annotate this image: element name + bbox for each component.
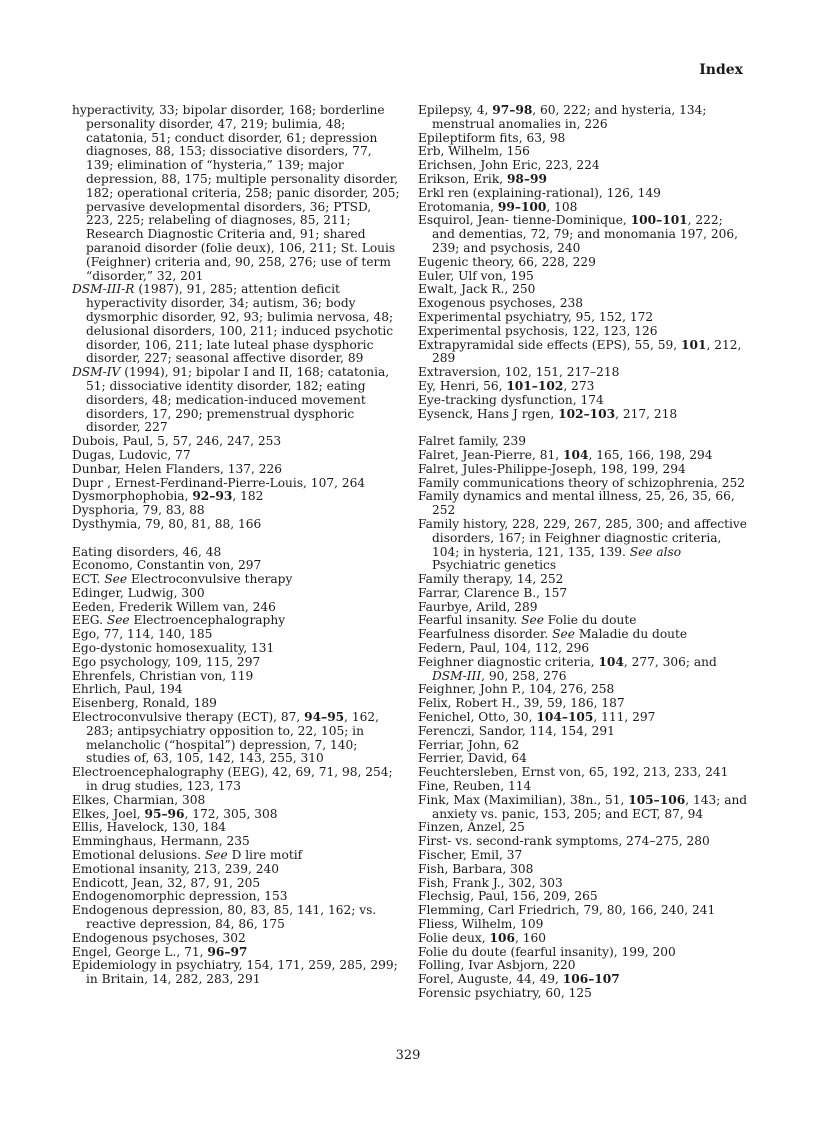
index-entry bbox=[72, 890, 400, 904]
entry-text: D lire motif bbox=[227, 848, 303, 863]
entry-italic-text: See bbox=[106, 613, 130, 628]
entry-text: Epilepsy, 4, bbox=[418, 103, 493, 117]
entry-text: Forensic psychiatry, 60, 125 bbox=[418, 986, 592, 1000]
entry-text: Erotomania, bbox=[418, 199, 498, 214]
entry-italic-text: See bbox=[521, 613, 544, 628]
index-entry bbox=[418, 394, 748, 408]
entry-text: Farrar, Clarence B., 157 bbox=[418, 585, 568, 600]
entry-main-pages: 104–105 bbox=[536, 710, 594, 725]
index-entry bbox=[418, 946, 748, 960]
index-entry bbox=[72, 546, 400, 560]
entry-text: Experimental psychiatry, 95, 152, 172 bbox=[418, 309, 654, 324]
index-entry bbox=[72, 959, 400, 987]
index-column-right bbox=[418, 104, 748, 1001]
index-entry bbox=[72, 656, 400, 670]
index-entry bbox=[418, 656, 748, 684]
index-entry bbox=[72, 808, 400, 822]
index-entry bbox=[418, 283, 748, 297]
entry-text: Erikson, Erik, bbox=[418, 171, 507, 186]
entry-text: , 160 bbox=[514, 930, 546, 945]
entry-text: Fenichel, Otto, 30, bbox=[418, 710, 537, 725]
entry-text: , 217, 218 bbox=[615, 406, 678, 421]
entry-italic-text: See also bbox=[629, 544, 682, 559]
entry-text: , 182 bbox=[232, 489, 264, 504]
index-entry bbox=[418, 711, 748, 725]
entry-text: , 222; and dementias, 72, 79; and monomania 197, 206, 239; and psychosis, 240 bbox=[432, 213, 738, 255]
entry-italic-text: DSM-III-R bbox=[72, 282, 135, 297]
entry-text: , 212, 289 bbox=[432, 337, 742, 366]
entry-text: , 60, 222; and hysteria, 134; menstrual anomalies in, 226 bbox=[432, 103, 707, 131]
index-entry bbox=[418, 725, 748, 739]
index-entry bbox=[418, 642, 748, 656]
index-entry bbox=[72, 504, 400, 518]
index-entry bbox=[418, 214, 748, 255]
index-entry bbox=[72, 366, 400, 435]
entry-main-pages: 104 bbox=[598, 654, 624, 669]
entry-text: Emotional insanity, 213, 239, 240 bbox=[72, 861, 280, 876]
entry-text: Family dynamics and mental illness, 25, 26, 35, 66, 252 bbox=[418, 489, 735, 518]
entry-text: , 165, 166, 198, 294 bbox=[588, 447, 713, 462]
index-entry bbox=[72, 794, 400, 808]
index-entry bbox=[418, 932, 748, 946]
entry-main-pages: 101–102 bbox=[506, 378, 564, 393]
index-entry bbox=[418, 587, 748, 601]
entry-text: Ellis, Havelock, 130, 184 bbox=[72, 820, 227, 835]
entry-text: Dubois, Paul, 5, 57, 246, 247, 253 bbox=[72, 434, 282, 449]
entry-text: Ego, 77, 114, 140, 185 bbox=[72, 627, 213, 642]
entry-main-pages: 98–99 bbox=[506, 171, 547, 186]
entry-text: Fearfulness disorder. bbox=[418, 627, 553, 642]
index-entry bbox=[418, 173, 748, 187]
entry-text: Engel, George L., 71, bbox=[72, 944, 208, 959]
entry-italic-text: See bbox=[104, 572, 128, 587]
entry-text: Dysthymia, 79, 80, 81, 88, 166 bbox=[72, 516, 262, 531]
entry-text: Dunbar, Helen Flanders, 137, 226 bbox=[72, 461, 283, 476]
entry-text: , 277, 306; and bbox=[623, 654, 717, 669]
entry-italic-text: DSM-IV bbox=[72, 365, 121, 380]
entry-text: Finzen, Anzel, 25 bbox=[418, 820, 525, 835]
index-entry bbox=[418, 449, 748, 463]
index-entry bbox=[418, 601, 748, 615]
entry-text: , 111, 297 bbox=[593, 710, 656, 725]
entry-italic-text: DSM-III bbox=[432, 668, 482, 683]
entry-text: Federn, Paul, 104, 112, 296 bbox=[418, 641, 590, 656]
index-entry bbox=[72, 614, 400, 628]
entry-text: Falret, Jules-Philippe-Joseph, 198, 199, 294 bbox=[418, 461, 686, 476]
entry-text: Experimental psychosis, 122, 123, 126 bbox=[418, 323, 658, 338]
entry-text: Esquirol, Jean- tienne-Dominique, bbox=[418, 213, 631, 228]
entry-text: Electroencephalography bbox=[129, 613, 286, 628]
entry-text: Folie deux, bbox=[418, 930, 490, 945]
entry-text: Family therapy, 14, 252 bbox=[418, 572, 564, 587]
index-entry bbox=[72, 601, 400, 615]
index-entry bbox=[418, 987, 748, 1001]
entry-text: Extrapyramidal side effects (EPS), 55, 59, bbox=[418, 337, 682, 352]
index-entry bbox=[418, 780, 748, 794]
entry-text: Maladie du doute bbox=[574, 627, 688, 642]
index-entry bbox=[418, 766, 748, 780]
index-entry bbox=[418, 739, 748, 753]
entry-text: Fearful insanity. bbox=[418, 613, 522, 628]
entry-text: Family history, 228, 229, 267, 285, 300; and affective disorders, 167; in Feighner diagnostic criteria, 104; in hysteria, 121, 135, 139. bbox=[418, 516, 748, 559]
index-entry bbox=[418, 463, 748, 477]
entry-main-pages: 95–96 bbox=[144, 806, 185, 821]
index-entry bbox=[72, 642, 400, 656]
index-entry bbox=[418, 863, 748, 877]
entry-text: , 172, 305, 308 bbox=[184, 806, 278, 821]
index-entry bbox=[418, 477, 748, 491]
index-entry bbox=[72, 628, 400, 642]
entry-text: Erichsen, John Eric, 223, 224 bbox=[418, 158, 600, 173]
entry-text: Elkes, Charmian, 308 bbox=[72, 792, 206, 807]
index-entry bbox=[72, 477, 400, 491]
entry-text: Economo, Constantin von, 297 bbox=[72, 558, 262, 573]
entry-text: (1987), 91, 285; attention deficit hyperactivity disorder, 34; autism, 36; body dysmorphic disorder, 92, 93; bulimia nervosa, 48; delusional disorders, 100, 211; induced psychotic disorder, 106, 211; late luteal phase dysphoric disorder, 227; seasonal affective disorder, 89 bbox=[86, 282, 394, 366]
index-entry bbox=[72, 463, 400, 477]
entry-text: Endogenomorphic depression, 153 bbox=[72, 889, 288, 904]
entry-text: Edinger, Ludwig, 300 bbox=[72, 585, 205, 600]
index-entry bbox=[418, 339, 748, 367]
entry-main-pages: 106–107 bbox=[562, 972, 620, 987]
entry-text: Eugenic theory, 66, 228, 229 bbox=[418, 254, 596, 269]
entry-text: Dugas, Ludovic, 77 bbox=[72, 447, 191, 462]
index-entry bbox=[418, 573, 748, 587]
index-entry bbox=[418, 311, 748, 325]
index-entry bbox=[418, 821, 748, 835]
entry-text: , 90, 258, 276 bbox=[481, 668, 567, 683]
index-entry bbox=[418, 201, 748, 215]
index-entry bbox=[418, 159, 748, 173]
entry-text: Fine, Reuben, 114 bbox=[418, 779, 532, 794]
index-entry bbox=[418, 366, 748, 380]
index-entry bbox=[72, 766, 400, 794]
index-entry bbox=[72, 587, 400, 601]
entry-text: Feighner diagnostic criteria, bbox=[418, 654, 599, 669]
index-entry bbox=[418, 490, 748, 518]
entry-text: Exogenous psychoses, 238 bbox=[418, 296, 583, 311]
entry-text: , 273 bbox=[563, 378, 595, 393]
index-entry bbox=[72, 849, 400, 863]
entry-main-pages: 105–106 bbox=[628, 792, 686, 807]
entry-text: Endogenous depression, 80, 83, 85, 141, 162; vs. reactive depression, 84, 86, 175 bbox=[72, 903, 377, 932]
entry-text: Endicott, Jean, 32, 87, 91, 205 bbox=[72, 875, 261, 890]
entry-text: Erkl ren (explaining-rational), 126, 149 bbox=[418, 185, 661, 200]
entry-text: Family communications theory of schizophrenia, 252 bbox=[418, 475, 745, 490]
entry-main-pages: 102–103 bbox=[558, 406, 616, 421]
index-entry bbox=[418, 918, 748, 932]
index-entry bbox=[418, 408, 748, 422]
index-entry bbox=[72, 821, 400, 835]
index-entry bbox=[418, 325, 748, 339]
entry-text: Electroencephalography (EEG), 42, 69, 71, 98, 254; in drug studies, 123, 173 bbox=[72, 765, 393, 794]
entry-text: Fink, Max (Maximilian), 38n., 51, bbox=[418, 792, 629, 807]
entry-text: Eysenck, Hans J rgen, bbox=[418, 406, 559, 421]
index-entry bbox=[418, 697, 748, 711]
index-entry bbox=[418, 270, 748, 284]
index-entry bbox=[72, 683, 400, 697]
entry-text: Electroconvulsive therapy (ECT), 87, bbox=[72, 710, 305, 725]
entry-text: Ey, Henri, 56, bbox=[418, 378, 507, 393]
entry-text: , 108 bbox=[546, 199, 578, 214]
entry-text: Ferriar, John, 62 bbox=[418, 737, 520, 752]
entry-text: Fish, Frank J., 302, 303 bbox=[418, 875, 563, 890]
entry-text: (1994), 91; bipolar I and II, 168; catatonia, 51; dissociative identity disorder, 182; eating disorders, 48; medication-induced movement disorders, 17, 290; premenstrual dysphoric disorder, 227 bbox=[86, 365, 390, 435]
entry-text: Forel, Auguste, 44, 49, bbox=[418, 972, 563, 987]
entry-text: Erb, Wilhelm, 156 bbox=[418, 144, 530, 159]
index-entry bbox=[72, 490, 400, 504]
index-entry bbox=[72, 946, 400, 960]
page-number: 329 bbox=[395, 1048, 421, 1063]
entry-main-pages: 101 bbox=[681, 337, 707, 352]
index-entry bbox=[72, 573, 400, 587]
entry-text: Folie du doute (fearful insanity), 199, 200 bbox=[418, 944, 676, 959]
entry-main-pages: 94–95 bbox=[304, 710, 345, 725]
entry-text: Folling, Ivar Asbjorn, 220 bbox=[418, 958, 576, 973]
entry-text: Epileptiform fits, 63, 98 bbox=[418, 130, 566, 145]
entry-text: Emminghaus, Hermann, 235 bbox=[72, 834, 250, 849]
index-entry bbox=[418, 297, 748, 311]
entry-text: Falret, Jean-Pierre, 81, bbox=[418, 447, 563, 462]
index-entry bbox=[72, 835, 400, 849]
entry-text: Eye-tracking dysfunction, 174 bbox=[418, 392, 604, 407]
entry-text: Psychiatric genetics bbox=[432, 558, 557, 573]
entry-text: Extraversion, 102, 151, 217–218 bbox=[418, 365, 620, 380]
index-entry bbox=[418, 518, 748, 573]
index-entry bbox=[72, 518, 400, 532]
entry-text: Eeden, Frederik Willem van, 246 bbox=[72, 599, 276, 614]
index-entry bbox=[72, 670, 400, 684]
entry-main-pages: 97–98 bbox=[492, 103, 533, 117]
entry-text: Electroconvulsive therapy bbox=[127, 572, 293, 587]
index-entry bbox=[72, 877, 400, 891]
entry-text: Eating disorders, 46, 48 bbox=[72, 544, 222, 559]
index-entry bbox=[72, 697, 400, 711]
entry-text: Ego-dystonic homosexuality, 131 bbox=[72, 641, 275, 656]
index-entry bbox=[418, 794, 748, 822]
entry-main-pages: 99–100 bbox=[497, 199, 547, 214]
entry-text: Ferenczi, Sandor, 114, 154, 291 bbox=[418, 723, 615, 738]
entry-italic-text: See bbox=[204, 848, 228, 863]
index-entry bbox=[418, 628, 748, 642]
entry-text: Flemming, Carl Friedrich, 79, 80, 166, 240, 241 bbox=[418, 903, 716, 918]
entry-text: Felix, Robert H., 39, 59, 186, 187 bbox=[418, 696, 625, 711]
index-entry bbox=[418, 104, 748, 132]
entry-text: Ehrenfels, Christian von, 119 bbox=[72, 668, 254, 683]
index-entry bbox=[72, 932, 400, 946]
index-entry bbox=[418, 380, 748, 394]
index-entry bbox=[418, 890, 748, 904]
index-entry bbox=[418, 614, 748, 628]
entry-text: , 143; and anxiety vs. panic, 153, 205; and ECT, 87, 94 bbox=[432, 792, 748, 821]
index-entry bbox=[72, 863, 400, 877]
index-entry bbox=[418, 187, 748, 201]
entry-text: ECT. bbox=[72, 572, 105, 587]
index-entry bbox=[72, 559, 400, 573]
entry-text: Dysphoria, 79, 83, 88 bbox=[72, 503, 205, 518]
index-entry bbox=[72, 283, 400, 366]
entry-text: hyperactivity, 33; bipolar disorder, 168; borderline personality disorder, 47, 219; bulimia, 48; catatonia, 51; conduct disorder, 61; depression diagnoses, 88, 153; dissociative disorders, 77, 139; elimination of “hysteria,” 139; major depression, 88, 175; multiple personality disorder, 182; operational criteria, 258; panic disorder, 205; pervasive developmental disorders, 36; PTSD, 223, 225; relabeling of diagnoses, 85, 211; Research Diagnostic Criteria and, 91; shared paranoid disorder (folie deux), 106, 211; St. Louis (Feighner) criteria and, 90, 258, 276; use of term “disorder,” 32, 201 bbox=[72, 103, 400, 283]
index-entry bbox=[418, 683, 748, 697]
entry-text: Ehrlich, Paul, 194 bbox=[72, 682, 183, 697]
index-entry bbox=[418, 752, 748, 766]
index-entry bbox=[418, 435, 748, 449]
entry-text: Epidemiology in psychiatry, 154, 171, 259, 285, 299; in Britain, 14, 282, 283, 291 bbox=[72, 958, 398, 987]
index-entry bbox=[418, 849, 748, 863]
entry-text: Fliess, Wilhelm, 109 bbox=[418, 917, 544, 932]
entry-text: Emotional delusions. bbox=[72, 848, 205, 863]
entry-text: Feuchtersleben, Ernst von, 65, 192, 213, 233, 241 bbox=[418, 765, 729, 780]
entry-text: Ego psychology, 109, 115, 297 bbox=[72, 654, 261, 669]
index-entry bbox=[418, 132, 748, 146]
letter-group-gap bbox=[418, 421, 748, 435]
running-header: Index bbox=[699, 62, 743, 78]
entry-text: EEG. bbox=[72, 613, 107, 628]
entry-text: Endogenous psychoses, 302 bbox=[72, 930, 246, 945]
entry-main-pages: 106 bbox=[489, 930, 515, 945]
entry-text: First- vs. second-rank symptoms, 274–275, 280 bbox=[418, 834, 710, 849]
index-entry bbox=[72, 904, 400, 932]
index-entry bbox=[418, 959, 748, 973]
entry-text: Dupr , Ernest-Ferdinand-Pierre-Louis, 107, 264 bbox=[72, 475, 366, 490]
index-entry bbox=[418, 904, 748, 918]
entry-main-pages: 92–93 bbox=[192, 489, 233, 504]
index-entry bbox=[418, 973, 748, 987]
entry-text: Euler, Ulf von, 195 bbox=[418, 268, 534, 283]
entry-main-pages: 100–101 bbox=[630, 213, 688, 228]
index-entry bbox=[418, 835, 748, 849]
index-entry bbox=[418, 256, 748, 270]
entry-main-pages: 104 bbox=[563, 447, 589, 462]
entry-text: Fish, Barbara, 308 bbox=[418, 861, 534, 876]
entry-text: Ewalt, Jack R., 250 bbox=[418, 282, 536, 297]
index-column-left bbox=[72, 104, 400, 987]
entry-text: Folie du doute bbox=[543, 613, 637, 628]
index-entry bbox=[72, 449, 400, 463]
letter-group-gap bbox=[72, 532, 400, 546]
index-entry bbox=[418, 145, 748, 159]
entry-text: , 162, 283; antipsychiatry opposition to, 22, 105; in melancholic (“hospital”) depression, 7, 140; studies of, 63, 105, 142, 143, 255, 310 bbox=[86, 710, 380, 766]
entry-text: Falret family, 239 bbox=[418, 434, 527, 449]
entry-text: Flechsig, Paul, 156, 209, 265 bbox=[418, 889, 598, 904]
entry-text: Dysmorphophobia, bbox=[72, 489, 193, 504]
entry-text: Feighner, John P., 104, 276, 258 bbox=[418, 682, 615, 697]
entry-main-pages: 96–97 bbox=[207, 944, 248, 959]
index-entry bbox=[72, 435, 400, 449]
index-entry bbox=[418, 877, 748, 891]
entry-text: Eisenberg, Ronald, 189 bbox=[72, 696, 217, 711]
entry-text: Fischer, Emil, 37 bbox=[418, 848, 523, 863]
entry-text: Ferrier, David, 64 bbox=[418, 751, 527, 766]
entry-text: Elkes, Joel, bbox=[72, 806, 145, 821]
index-entry bbox=[72, 104, 400, 283]
entry-italic-text: See bbox=[552, 627, 575, 642]
entry-text: Faurbye, Arild, 289 bbox=[418, 599, 538, 614]
index-entry bbox=[72, 711, 400, 766]
